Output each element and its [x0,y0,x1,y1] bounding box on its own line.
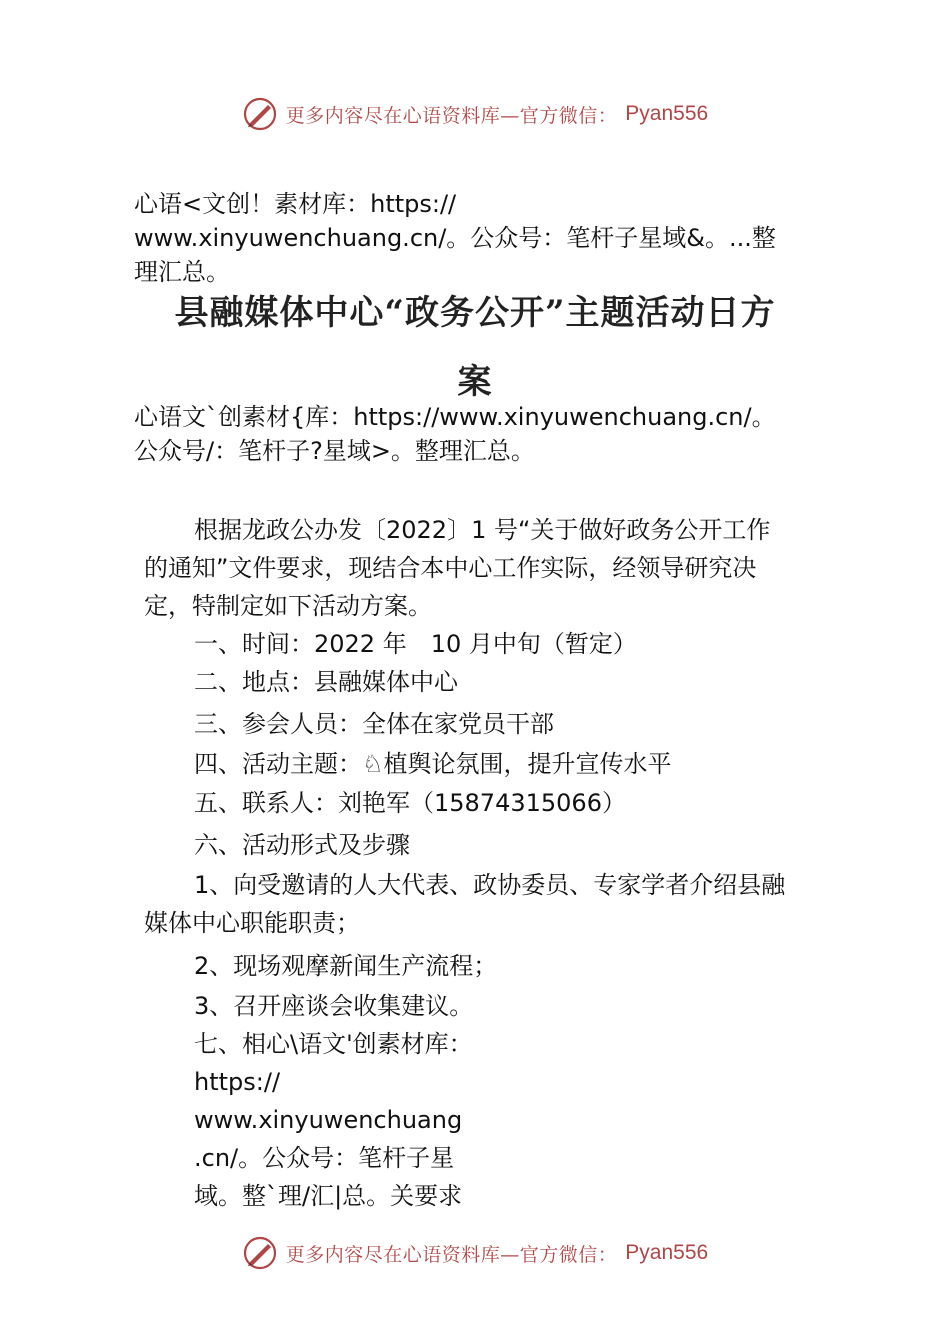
banner-wechat-id: Pyan556 [625,1241,709,1264]
intro-paragraph [144,511,770,625]
pen-logo-icon [242,96,278,132]
section-7-line: www.xinyuwenchuang [194,1106,463,1134]
section-7-line: .cn/。公众号：笔杆子星 [194,1144,455,1172]
intro-line: 定，特制定如下活动方案。 [144,592,432,620]
banner-text: 更多内容尽在心语资料库—官方微信： [285,104,618,127]
section-7-line: 七、相心\语文'创素材库： [194,1030,473,1058]
item-form: 六、活动形式及步骤 [194,831,410,859]
section-7-line: https:// [194,1068,281,1096]
step-2: 2、现场观摩新闻生产流程； [194,952,498,980]
section-7-line: 域。整`理/汇|总。关要求 [194,1182,463,1210]
banner-text: 更多内容尽在心语资料库—官方微信： [285,1243,618,1266]
item-time: 一、时间：2022 年 10 月中旬（暂定） [194,630,637,658]
watermark-mid [134,400,776,468]
item-theme: 四、活动主题：♘植舆论氛围，提升宣传水平 [194,750,672,778]
intro-line: 根据龙政公办发〔2022〕1 号“关于做好政务公开工作 [194,516,771,544]
document-title-line2: 案 [457,362,493,402]
item-contact: 五、联系人：刘艳军（15874315066） [194,789,626,817]
footer-banner [0,1233,950,1273]
step-3: 3、召开座谈会收集建议。 [194,992,474,1020]
section-7 [194,1025,473,1215]
document-title-line1: 县融媒体中心“政务公开”主题活动日方 [174,293,776,333]
step-1-line1: 1、向受邀请的人大代表、政协委员、专家学者介绍县融 [194,871,786,899]
banner-wechat-id: Pyan556 [625,102,709,125]
header-banner [0,94,950,134]
watermark-line: www.xinyuwenchuang.cn/。公众号：笔杆子星域&。...整 [134,224,776,252]
watermark-line: 理汇总。 [134,258,230,286]
intro-line: 的通知”文件要求，现结合本中心工作实际，经领导研究决 [144,554,757,582]
watermark-top [134,187,776,289]
watermark-line: 心语<文创！素材库：https:// [134,190,457,218]
watermark-line: 公众号/：笔杆子?星域>。整理汇总。 [134,437,535,465]
item-attendees: 三、参会人员：全体在家党员干部 [194,710,554,738]
item-place: 二、地点：县融媒体中心 [194,668,458,696]
watermark-line: 心语文`创素材{库：https://www.xinyuwenchuang.cn/。 [134,403,776,431]
step-1-line2: 媒体中心职能职责； [144,909,360,937]
pen-logo-icon [242,1235,278,1271]
